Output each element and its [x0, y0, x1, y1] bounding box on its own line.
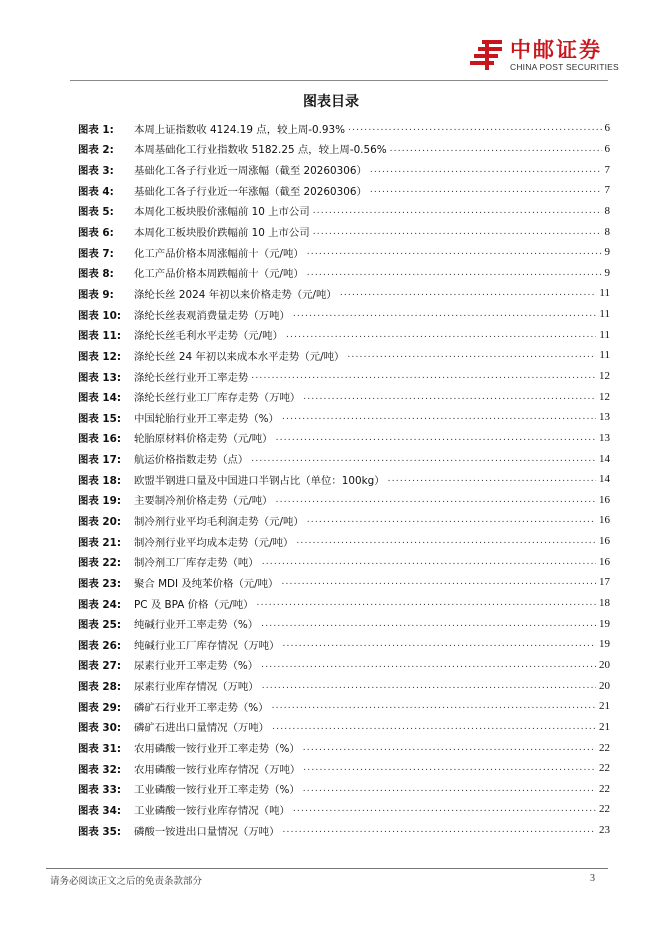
toc-entry[interactable]	[78, 366, 610, 387]
toc-entry-title: 纯碱行业工厂库存情况（万吨）	[134, 639, 280, 652]
toc-entry-title: 磷矿石行业开工率走势（%）	[134, 701, 269, 714]
toc-leader-dots	[370, 165, 602, 175]
toc-entry[interactable]	[78, 572, 610, 593]
toc-leader-dots	[272, 722, 596, 732]
toc-entry[interactable]	[78, 799, 610, 820]
toc-entry-title: 涤纶长丝行业工厂库存走势（万吨）	[134, 392, 301, 405]
toc-leader-dots	[272, 701, 596, 711]
toc-entry-title: 化工产品价格本周涨幅前十（元/吨）	[134, 247, 304, 260]
toc-entry-page: 16	[599, 514, 610, 527]
toc-leader-dots	[313, 206, 602, 216]
toc-entry[interactable]	[78, 118, 610, 139]
toc-entry-page: 11	[599, 349, 610, 362]
toc-entry-label: 图表 4:	[78, 185, 114, 198]
toc-entry-label: 图表 10:	[78, 309, 122, 322]
toc-entry-page: 11	[599, 308, 610, 321]
toc-leader-dots	[313, 227, 602, 237]
toc-leader-dots	[390, 144, 602, 154]
toc-entry-title: 磷矿石进出口量情况（万吨）	[134, 722, 270, 735]
toc-entry-page: 14	[599, 473, 610, 486]
toc-entry[interactable]	[78, 696, 610, 717]
toc-entry[interactable]	[78, 180, 610, 201]
toc-entry[interactable]	[78, 490, 610, 511]
toc-entry[interactable]	[78, 283, 610, 304]
toc-entry-label: 图表 15:	[78, 412, 122, 425]
toc-entry-label: 图表 22:	[78, 557, 122, 570]
toc-entry[interactable]	[78, 262, 610, 283]
toc-entry-title: 主要制冷剂价格走势（元/吨）	[134, 495, 273, 508]
toc-leader-dots	[262, 681, 596, 691]
toc-leader-dots	[281, 577, 596, 587]
toc-entry-label: 图表 17:	[78, 454, 122, 467]
toc-entry-label: 图表 7:	[78, 247, 114, 260]
toc-entry[interactable]	[78, 428, 610, 449]
toc-entry-page: 13	[599, 431, 610, 444]
toc-entry-label: 图表 3:	[78, 165, 114, 178]
toc-leader-dots	[293, 309, 597, 319]
toc-entry[interactable]	[78, 634, 610, 655]
toc-entry-page: 8	[604, 225, 610, 238]
toc-entry-title: 基础化工各子行业近一周涨幅（截至 20260306）	[134, 165, 367, 178]
toc-entry-title: 本周基础化工行业指数收 5182.25 点，较上周-0.56%	[134, 144, 387, 157]
toc-entry-label: 图表 28:	[78, 681, 122, 694]
toc-entry[interactable]	[78, 448, 610, 469]
toc-leader-dots	[282, 825, 596, 835]
toc-entry-label: 图表 20:	[78, 515, 122, 528]
toc-entry-label: 图表 32:	[78, 763, 122, 776]
toc-leader-dots	[251, 371, 596, 381]
toc-leader-dots	[251, 454, 596, 464]
toc-entry-title: 中国轮胎行业开工率走势（%）	[134, 412, 279, 425]
toc-entry-page: 23	[599, 824, 610, 837]
toc-entry[interactable]	[78, 779, 610, 800]
toc-entry[interactable]	[78, 613, 610, 634]
toc-entry-page: 7	[604, 184, 610, 197]
toc-entry[interactable]	[78, 386, 610, 407]
toc-entry[interactable]	[78, 655, 610, 676]
toc-entry-label: 图表 24:	[78, 598, 122, 611]
toc-entry-label: 图表 8:	[78, 268, 114, 281]
toc-entry-label: 图表 13:	[78, 371, 122, 384]
toc-entry-page: 9	[604, 266, 610, 279]
toc-entry-label: 图表 27:	[78, 660, 122, 673]
toc-entry-label: 图表 30:	[78, 722, 122, 735]
toc-entry-page: 7	[604, 163, 610, 176]
header-divider	[70, 80, 608, 81]
toc-entry-title: 本周上证指数收 4124.19 点，较上周-0.93%	[134, 123, 346, 136]
toc-entry[interactable]	[78, 221, 610, 242]
toc-leader-dots	[303, 392, 596, 402]
toc-entry[interactable]	[78, 345, 610, 366]
toc-leader-dots	[370, 185, 602, 195]
toc-entry[interactable]	[78, 675, 610, 696]
toc-leader-dots	[307, 515, 596, 525]
toc-entry-page: 16	[599, 555, 610, 568]
toc-leader-dots	[257, 598, 596, 608]
toc-entry[interactable]	[78, 201, 610, 222]
toc-entry-title: 涤纶长丝毛利水平走势（元/吨）	[134, 330, 283, 343]
toc-entry-label: 图表 9:	[78, 288, 114, 301]
toc-entry-page: 16	[599, 493, 610, 506]
toc-entry-label: 图表 21:	[78, 536, 122, 549]
toc-entry-label: 图表 12:	[78, 350, 122, 363]
toc-entry-title: 制冷剂行业平均成本走势（元/吨）	[134, 536, 294, 549]
toc-entry[interactable]	[78, 820, 610, 841]
toc-entry-label: 图表 14:	[78, 392, 122, 405]
toc-leader-dots	[303, 784, 596, 794]
brand-text	[510, 38, 619, 72]
toc-entry-title: 涤纶长丝行业开工率走势	[134, 371, 249, 384]
toc-entry-page: 20	[599, 679, 610, 692]
toc-entry-label: 图表 1:	[78, 123, 114, 136]
toc-entry-title: 聚合 MDI 及纯苯价格（元/吨）	[134, 577, 279, 590]
toc-entry[interactable]	[78, 304, 610, 325]
toc-entry-label: 图表 5:	[78, 206, 114, 219]
toc-entry-page: 22	[599, 782, 610, 795]
toc-entry-label: 图表 35:	[78, 825, 122, 838]
toc-entry-title: 农用磷酸一铵行业开工率走势（%）	[134, 743, 300, 756]
toc-leader-dots	[340, 288, 597, 298]
toc-entry-page: 22	[599, 741, 610, 754]
toc-entry-page: 16	[599, 535, 610, 548]
toc-leader-dots	[276, 433, 596, 443]
toc-entry-title: 欧盟半钢进口量及中国进口半钢占比（单位：100kg）	[134, 474, 385, 487]
toc-entry-page: 12	[599, 390, 610, 403]
toc-leader-dots	[296, 536, 596, 546]
toc-leader-dots	[303, 763, 596, 773]
toc-entry-title: 航运价格指数走势（点）	[134, 454, 249, 467]
toc-entry[interactable]	[78, 531, 610, 552]
toc-leader-dots	[303, 743, 596, 753]
toc-entry-page: 13	[599, 411, 610, 424]
toc-entry[interactable]	[78, 159, 610, 180]
toc-entry[interactable]	[78, 758, 610, 779]
toc-entry-label: 图表 18:	[78, 474, 122, 487]
toc-entry[interactable]	[78, 324, 610, 345]
toc-entry-title: 涤纶长丝表观消费量走势（万吨）	[134, 309, 290, 322]
toc-entry-title: 尿素行业库存情况（万吨）	[134, 681, 259, 694]
toc-entry-page: 19	[599, 617, 610, 630]
toc-leader-dots	[307, 268, 602, 278]
brand-logo	[468, 38, 619, 72]
toc-entry-page: 22	[599, 803, 610, 816]
toc-entry-title: 磷酸一铵进出口量情况（万吨）	[134, 825, 280, 838]
toc-entry-label: 图表 19:	[78, 495, 122, 508]
toc-entry-title: 工业磷酸一铵行业开工率走势（%）	[134, 784, 300, 797]
toc-entry-title: 农用磷酸一铵行业库存情况（万吨）	[134, 763, 301, 776]
toc-entry-label: 图表 26:	[78, 639, 122, 652]
toc-entry-label: 图表 2:	[78, 144, 114, 157]
toc-entry[interactable]	[78, 139, 610, 160]
toc-entry[interactable]	[78, 469, 610, 490]
brand-name-en: CHINA POST SECURITIES	[510, 62, 619, 72]
toc-entry-page: 20	[599, 658, 610, 671]
toc-leader-dots	[261, 660, 596, 670]
toc-entry-title: 尿素行业开工率走势（%）	[134, 660, 259, 673]
toc-entry[interactable]	[78, 551, 610, 572]
toc-leader-dots	[293, 804, 596, 814]
toc-entry-page: 9	[604, 246, 610, 259]
toc-entry-page: 17	[599, 576, 610, 589]
toc-entry-label: 图表 23:	[78, 577, 122, 590]
toc-leader-dots	[262, 557, 596, 567]
brand-name-cn: 中邮证券	[510, 38, 602, 62]
toc-entry[interactable]	[78, 737, 610, 758]
footer-divider	[46, 868, 608, 869]
toc-entry-label: 图表 16:	[78, 433, 122, 446]
toc-entry-label: 图表 34:	[78, 804, 122, 817]
toc-leader-dots	[261, 619, 596, 629]
toc-entry-title: 化工产品价格本周跌幅前十（元/吨）	[134, 268, 304, 281]
toc-entry-page: 18	[599, 597, 610, 610]
footer-page-number: 3	[590, 873, 595, 884]
toc-leader-dots	[286, 330, 596, 340]
toc-entry-page: 19	[599, 638, 610, 651]
toc-entry-label: 图表 33:	[78, 784, 122, 797]
toc-entry-title: 涤纶长丝 24 年初以来成本水平走势（元/吨）	[134, 350, 345, 363]
toc-entry-title: 工业磷酸一铵行业库存情况（吨）	[134, 804, 290, 817]
toc-leader-dots	[282, 412, 596, 422]
toc-entry-page: 6	[604, 122, 610, 135]
toc-entry-title: 制冷剂工厂库存走势（吨）	[134, 557, 259, 570]
toc-entry-page: 12	[599, 370, 610, 382]
toc-entry-page: 11	[599, 287, 610, 300]
page-title: 图表目录	[303, 94, 359, 110]
toc-leader-dots	[276, 495, 596, 505]
toc-entry-page: 21	[599, 700, 610, 713]
toc-entry-title: 制冷剂行业平均毛利润走势（元/吨）	[134, 515, 304, 528]
toc-entry-title: 本周化工板块股价跌幅前 10 上市公司	[134, 227, 310, 240]
toc-leader-dots	[347, 350, 596, 360]
toc-leader-dots	[348, 123, 601, 133]
toc-entry-label: 图表 6:	[78, 227, 114, 240]
toc-leader-dots	[307, 247, 602, 257]
toc-entry-title: PC 及 BPA 价格（元/吨）	[134, 598, 254, 611]
toc-entry-title: 本周化工板块股价涨幅前 10 上市公司	[134, 206, 310, 219]
toc-entry[interactable]	[78, 242, 610, 263]
toc-entry[interactable]	[78, 407, 610, 428]
toc-entry-page: 6	[604, 142, 610, 155]
toc-entry[interactable]	[78, 717, 610, 738]
toc-entry-title: 轮胎原材料价格走势（元/吨）	[134, 433, 273, 446]
toc-entry-label: 图表 29:	[78, 701, 122, 714]
figure-table-of-contents	[78, 118, 610, 840]
toc-entry-title: 基础化工各子行业近一年涨幅（截至 20260306）	[134, 185, 367, 198]
toc-entry[interactable]	[78, 510, 610, 531]
toc-entry[interactable]	[78, 593, 610, 614]
china-post-logo-icon	[468, 38, 506, 72]
toc-leader-dots	[388, 474, 596, 484]
toc-entry-label: 图表 25:	[78, 619, 122, 632]
footer-disclaimer: 请务必阅读正文之后的免责条款部分	[50, 876, 203, 887]
toc-entry-page: 21	[599, 720, 610, 733]
toc-entry-label: 图表 31:	[78, 743, 122, 756]
toc-entry-title: 涤纶长丝 2024 年初以来价格走势（元/吨）	[134, 288, 337, 301]
toc-entry-title: 纯碱行业开工率走势（%）	[134, 619, 259, 632]
toc-entry-label: 图表 11:	[78, 330, 122, 343]
toc-entry-page: 22	[599, 762, 610, 775]
toc-entry-page: 11	[599, 328, 610, 341]
toc-leader-dots	[282, 639, 596, 649]
toc-entry-page: 8	[604, 204, 610, 217]
toc-entry-page: 14	[599, 452, 610, 465]
